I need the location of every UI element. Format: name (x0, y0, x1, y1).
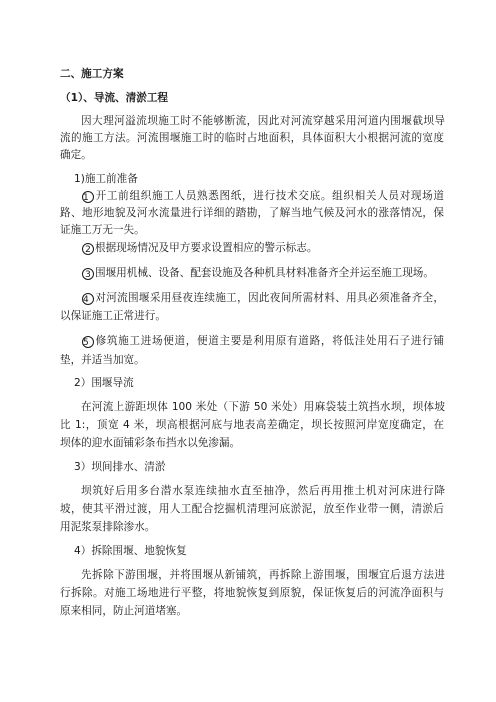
cofferdam-line-2: 比 1:，顶宽 4 米，坝高根据河底与地表高差确定，坝长按照河岸宽度确定，在 (60, 419, 444, 431)
prep-item-4-line-2: 以保证施工正常进行。 (60, 310, 166, 322)
prep-item-3: 3 围堰用机械、设备、配套设施及各种机具材料准备齐全并运至施工现场。 (82, 266, 466, 280)
prep-item-1-line-3: 证施工万无一失。 (60, 224, 145, 236)
intro-line-3: 确定。 (60, 149, 92, 161)
cofferdam-heading: 2）围堰导流 (74, 377, 134, 389)
circled-number: 4 (82, 293, 94, 305)
circled-number: 5 (82, 336, 94, 348)
prep-item-4-line-1: 4 对河流围堰采用昼夜连续施工，因此夜间所需材料、用具必须准备齐全， (83, 292, 444, 305)
prep-heading: 1)施工前准备 (74, 173, 138, 185)
prep-item-5-line-1: 5 修筑施工进场便道，便道主要是利用原有道路，将低洼处用石子进行铺 (83, 335, 444, 348)
restore-line-3: 原来相同，防止河道堵塞。 (60, 605, 188, 617)
prep-item-1-line-2: 路、地形地貌及河水流量进行详细的踏勘，了解当地气候及河水的涨落情况，保 (60, 207, 444, 219)
drain-line-1: 坝筑好后用多台潜水泵连续抽水直至抽净，然后再用推土机对河床进行降 (81, 485, 445, 497)
drain-line-3: 用泥浆泵排除渗水。 (60, 521, 156, 533)
cofferdam-line-3: 坝体的迎水面铺彩条布挡水以免渗漏。 (60, 437, 241, 449)
restore-line-2: 行拆除。对施工场地进行平整，将地貌恢复到原貌，保证恢复后的河流净面积与 (60, 587, 444, 599)
drain-line-2: 坡，使其平滑过渡，用人工配合挖掘机清理河底淤泥，放至作业带一侧，清淤后 (60, 503, 444, 515)
cofferdam-line-1: 在河流上游距坝体 100 米处（下游 50 米处）用麻袋装土筑挡水坝，坝体坡 (81, 401, 445, 413)
restore-heading: 4）拆除围堰、地貌恢复 (74, 545, 187, 557)
restore-line-1: 先拆除下游围堰，并将围堰从新铺筑，再拆除上游围堰，围堰宜后退方法进 (81, 569, 445, 581)
circled-number: 1 (82, 191, 94, 203)
circled-number: 3 (82, 268, 94, 280)
section-title: 二、施工方案 (60, 68, 124, 80)
drain-heading: 3）坝间排水、清淤 (74, 461, 166, 473)
subsection-title: （1）、导流、清淤工程 (60, 92, 169, 104)
intro-line-1: 因大理河溢流坝施工时不能够断流，因此对河流穿越采用河道内围堰截坝导 (81, 115, 445, 127)
circled-number: 2 (82, 243, 94, 255)
prep-item-1-line-1: 1 开工前组织施工人员熟悉图纸，进行技术交底。组织相关人员对现场道 (83, 190, 444, 203)
prep-item-5-line-2: 垫，并适当加宽。 (60, 354, 145, 366)
intro-line-2: 流的施工方法。河流围堰施工时的临时占地面积，具体面积大小根据河流的宽度 (60, 132, 444, 144)
prep-item-2: 2 根据现场情况及甲方要求设置相应的警示标志。 (82, 241, 466, 255)
